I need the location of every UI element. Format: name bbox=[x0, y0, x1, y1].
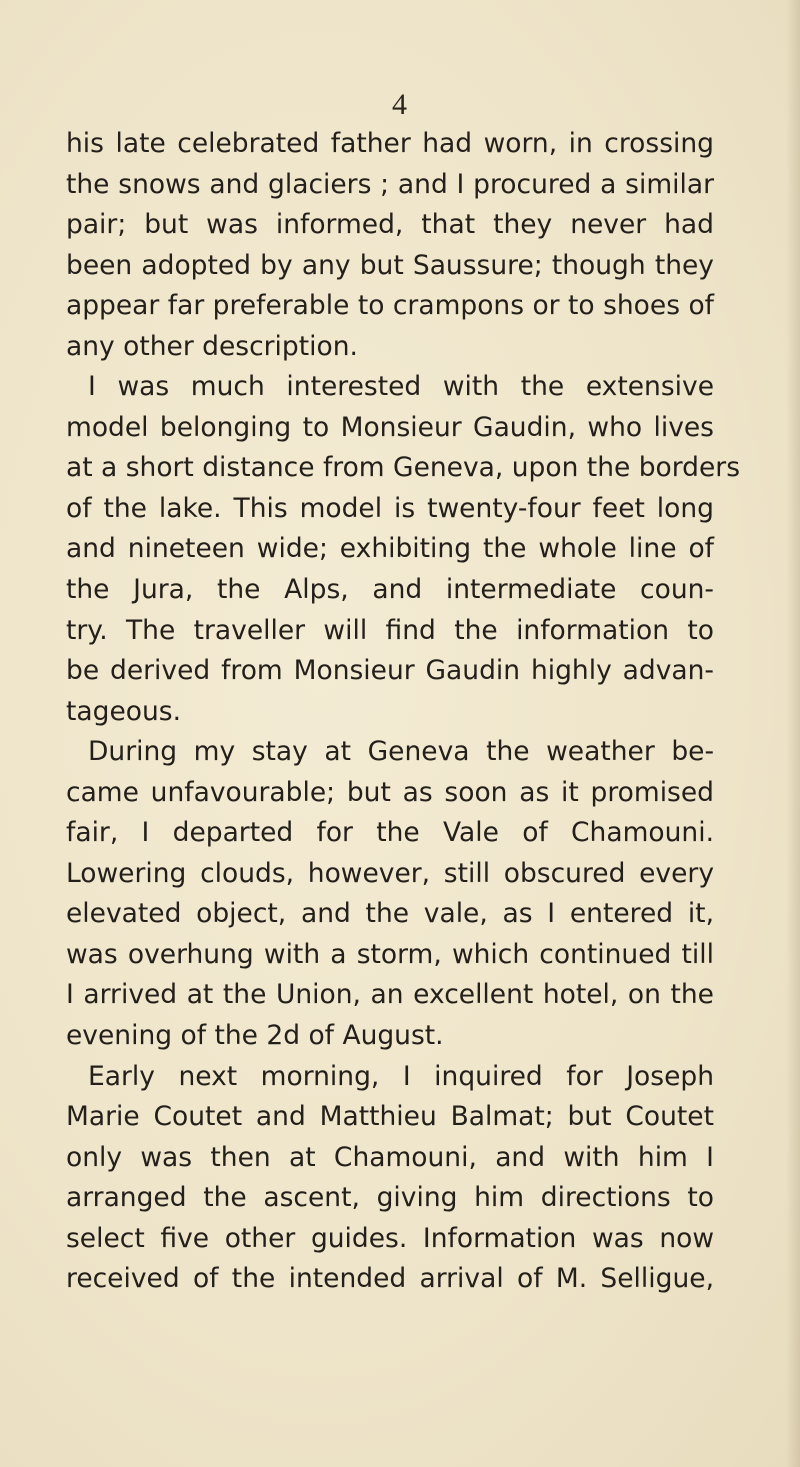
text-line: only was then at Chamouni, and with him I bbox=[66, 1141, 714, 1173]
text-line: came unfavourable; but as soon as it promised bbox=[66, 776, 714, 808]
text-line: the Jura, the Alps, and intermediate coun- bbox=[66, 574, 714, 606]
text-line: Lowering clouds, however, still obscured every bbox=[66, 857, 714, 889]
text-line: been adopted by any but Saussure; though they bbox=[66, 249, 714, 281]
text-line: model belonging to Monsieur Gaudin, who lives bbox=[66, 411, 714, 443]
text-line: arranged the ascent, giving him directions to bbox=[66, 1182, 714, 1214]
text-line: any other description. bbox=[66, 330, 358, 362]
text-line: of the lake. This model is twenty-four feet long bbox=[66, 492, 714, 524]
text-line: appear far preferable to crampons or to shoes of bbox=[66, 290, 714, 322]
text-line: Marie Coutet and Matthieu Balmat; but Coutet bbox=[66, 1101, 714, 1133]
text-line: was overhung with a storm, which continued till bbox=[66, 938, 714, 970]
text-line: I was much interested with the extensive bbox=[88, 371, 714, 403]
text-line: at a short distance from Geneva, upon the borders bbox=[66, 452, 741, 484]
text-line: received of the intended arrival of M. Selligue, bbox=[66, 1263, 714, 1295]
text-line: select five other guides. Information was now bbox=[66, 1222, 714, 1254]
text-line: pair; but was informed, that they never had bbox=[66, 209, 714, 241]
text-line: try. The traveller will find the information to bbox=[66, 614, 714, 646]
body-text bbox=[66, 124, 741, 1300]
text-line: evening of the 2d of August. bbox=[66, 1020, 444, 1052]
text-line: and nineteen wide; exhibiting the whole line of bbox=[66, 533, 714, 565]
text-line: his late celebrated father had worn, in crossing bbox=[66, 128, 714, 159]
page-edge-shadow bbox=[786, 0, 800, 1467]
text-line: fair, I departed for the Vale of Chamouni. bbox=[66, 817, 714, 849]
text-line: be derived from Monsieur Gaudin highly advan- bbox=[66, 655, 714, 687]
text-line: the snows and glaciers ; and I procured a similar bbox=[66, 168, 714, 200]
text-line: Early next morning, I inquired for Joseph bbox=[88, 1060, 714, 1092]
text-line: elevated object, and the vale, as I entered it, bbox=[66, 898, 714, 930]
page-number: 4 bbox=[392, 88, 407, 121]
text-line: tageous. bbox=[66, 695, 181, 727]
text-line: During my stay at Geneva the weather be- bbox=[88, 736, 714, 768]
text-line: I arrived at the Union, an excellent hotel, on the bbox=[66, 979, 714, 1011]
